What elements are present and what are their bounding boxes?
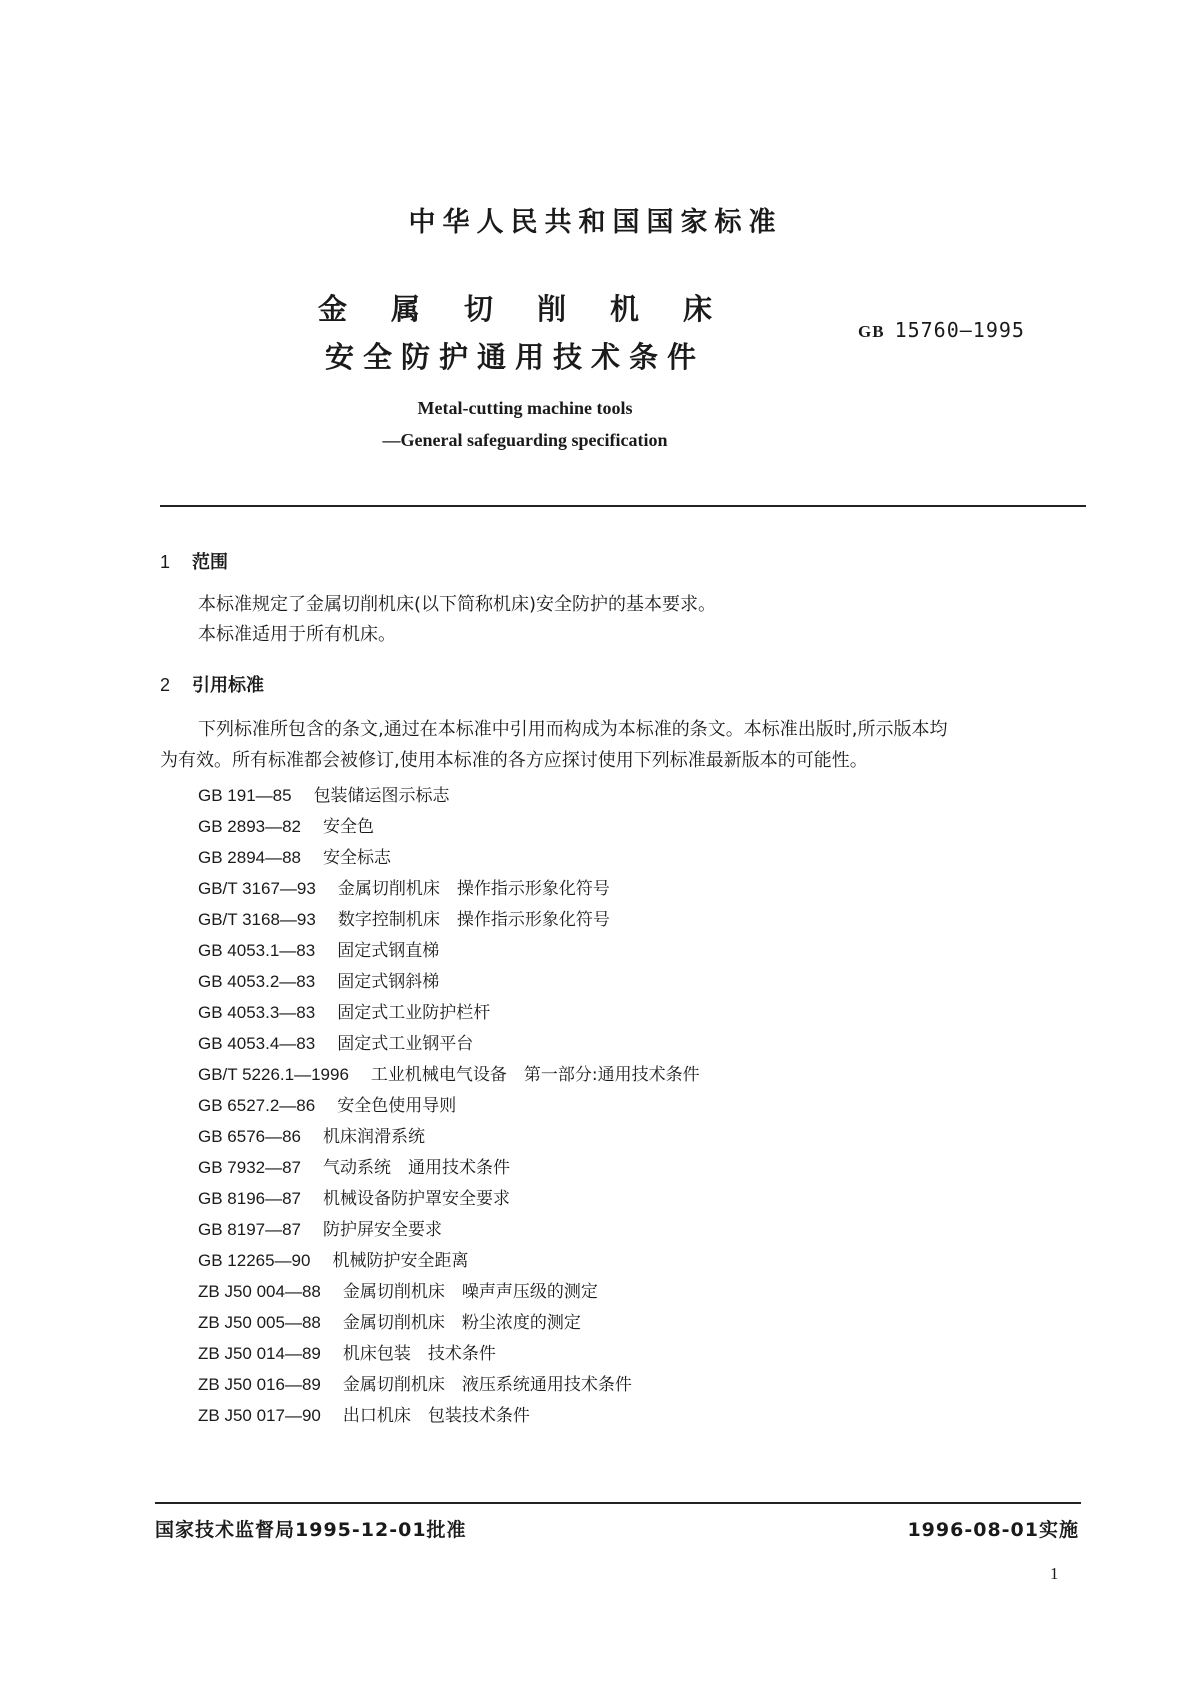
reference-item — [198, 780, 700, 811]
reference-title: 工业机械电气设备 第一部分:通用技术条件 — [370, 1065, 700, 1085]
section-1-number: 1 — [160, 552, 171, 572]
reference-title: 金属切削机床 粉尘浓度的测定 — [342, 1313, 581, 1333]
section-2-title: 引用标准 — [192, 675, 264, 696]
reference-item — [198, 873, 700, 904]
page-number: 1 — [1050, 1564, 1059, 1583]
reference-title: 气动系统 通用技术条件 — [323, 1158, 511, 1178]
reference-title: 金属切削机床 噪声声压级的测定 — [342, 1282, 598, 1302]
reference-title: 金属切削机床 液压系统通用技术条件 — [342, 1375, 632, 1395]
reference-item — [198, 1338, 700, 1369]
reference-item — [198, 1214, 700, 1245]
reference-title: 固定式钢斜梯 — [337, 972, 440, 992]
section-2-paragraph-line-2: 为有效。所有标准都会被修订,使用本标准的各方应探讨使用下列标准最新版本的可能性。 — [160, 750, 868, 771]
section-1-paragraph-2: 本标准适用于所有机床。 — [198, 624, 396, 645]
reference-code: ZB J50 004—88 — [198, 1282, 321, 1301]
reference-code: ZB J50 016—89 — [198, 1375, 321, 1394]
reference-item — [198, 1121, 700, 1152]
reference-title: 安全色 — [323, 817, 375, 837]
reference-code: ZB J50 005—88 — [198, 1313, 321, 1332]
reference-item — [198, 1307, 700, 1338]
reference-code: GB 4053.2—83 — [198, 972, 316, 991]
reference-item — [198, 1059, 700, 1090]
reference-code: GB/T 3168—93 — [198, 910, 316, 929]
reference-code: GB 2893—82 — [198, 817, 302, 836]
reference-title: 固定式工业钢平台 — [337, 1034, 474, 1054]
reference-title: 安全色使用导则 — [337, 1096, 457, 1116]
reference-code: GB 6576—86 — [198, 1127, 302, 1146]
approval-date: 国家技术监督局1995-12-01批准 — [155, 1519, 467, 1541]
reference-title: 机械设备防护罩安全要求 — [323, 1189, 511, 1209]
reference-title: 金属切削机床 操作指示形象化符号 — [337, 879, 610, 899]
section-1-heading — [160, 548, 228, 574]
english-title-line-1: Metal-cutting machine tools — [417, 398, 633, 418]
reference-item — [198, 842, 700, 873]
reference-item — [198, 1090, 700, 1121]
gb-prefix: GB — [858, 322, 885, 341]
implementation-date: 1996-08-01实施 — [907, 1519, 1079, 1541]
reference-code: GB/T 3167—93 — [198, 879, 316, 898]
section-2-paragraph-line-1: 下列标准所包含的条文,通过在本标准中引用而构成为本标准的条文。本标准出版时,所示版本均 — [198, 719, 948, 740]
reference-title: 安全标志 — [323, 848, 392, 868]
reference-title: 数字控制机床 操作指示形象化符号 — [337, 910, 610, 930]
reference-title: 机床润滑系统 — [323, 1127, 426, 1147]
reference-code: GB 4053.3—83 — [198, 1003, 316, 1022]
reference-item — [198, 1183, 700, 1214]
reference-code: GB 12265—90 — [198, 1251, 311, 1270]
reference-code: GB 8197—87 — [198, 1220, 302, 1239]
reference-title: 防护屏安全要求 — [323, 1220, 443, 1240]
reference-code: GB 6527.2—86 — [198, 1096, 316, 1115]
section-1-paragraph-1: 本标准规定了金属切削机床(以下简称机床)安全防护的基本要求。 — [198, 594, 717, 615]
reference-item — [198, 997, 700, 1028]
reference-item — [198, 1152, 700, 1183]
reference-code: GB 4053.1—83 — [198, 941, 316, 960]
section-2-heading — [160, 671, 264, 697]
reference-code: GB 7932—87 — [198, 1158, 302, 1177]
reference-code: ZB J50 014—89 — [198, 1344, 321, 1363]
reference-item — [198, 1369, 700, 1400]
reference-title: 出口机床 包装技术条件 — [342, 1406, 530, 1426]
reference-code: GB 191—85 — [198, 786, 292, 805]
reference-title: 机床包装 技术条件 — [342, 1344, 496, 1364]
reference-code: GB 2894—88 — [198, 848, 302, 867]
reference-code: GB 8196—87 — [198, 1189, 302, 1208]
reference-item — [198, 935, 700, 966]
footer-divider — [155, 1502, 1081, 1504]
title-line-2: 安全防护通用技术条件 — [324, 340, 705, 374]
section-2-number: 2 — [160, 675, 171, 695]
reference-item — [198, 966, 700, 997]
reference-title: 包装储运图示标志 — [313, 786, 450, 806]
gb-number: 15760—1995 — [894, 318, 1025, 342]
reference-item — [198, 1400, 700, 1431]
reference-code: GB 4053.4—83 — [198, 1034, 316, 1053]
national-standard-label: 中华人民共和国国家标准 — [408, 207, 783, 238]
header-divider — [160, 505, 1086, 507]
reference-item — [198, 811, 700, 842]
reference-item — [198, 1245, 700, 1276]
standard-number — [858, 318, 1025, 342]
reference-item — [198, 904, 700, 935]
english-title-line-2: —General safeguarding specification — [382, 430, 668, 450]
reference-item — [198, 1028, 700, 1059]
reference-code: GB/T 5226.1—1996 — [198, 1065, 349, 1084]
reference-title: 机械防护安全距离 — [332, 1251, 469, 1271]
reference-code: ZB J50 017—90 — [198, 1406, 321, 1425]
title-line-1: 金属切削机床 — [317, 292, 756, 326]
reference-title: 固定式工业防护栏杆 — [337, 1003, 491, 1023]
reference-item — [198, 1276, 700, 1307]
reference-title: 固定式钢直梯 — [337, 941, 440, 961]
section-1-title: 范围 — [192, 552, 228, 573]
reference-list — [198, 780, 700, 1431]
